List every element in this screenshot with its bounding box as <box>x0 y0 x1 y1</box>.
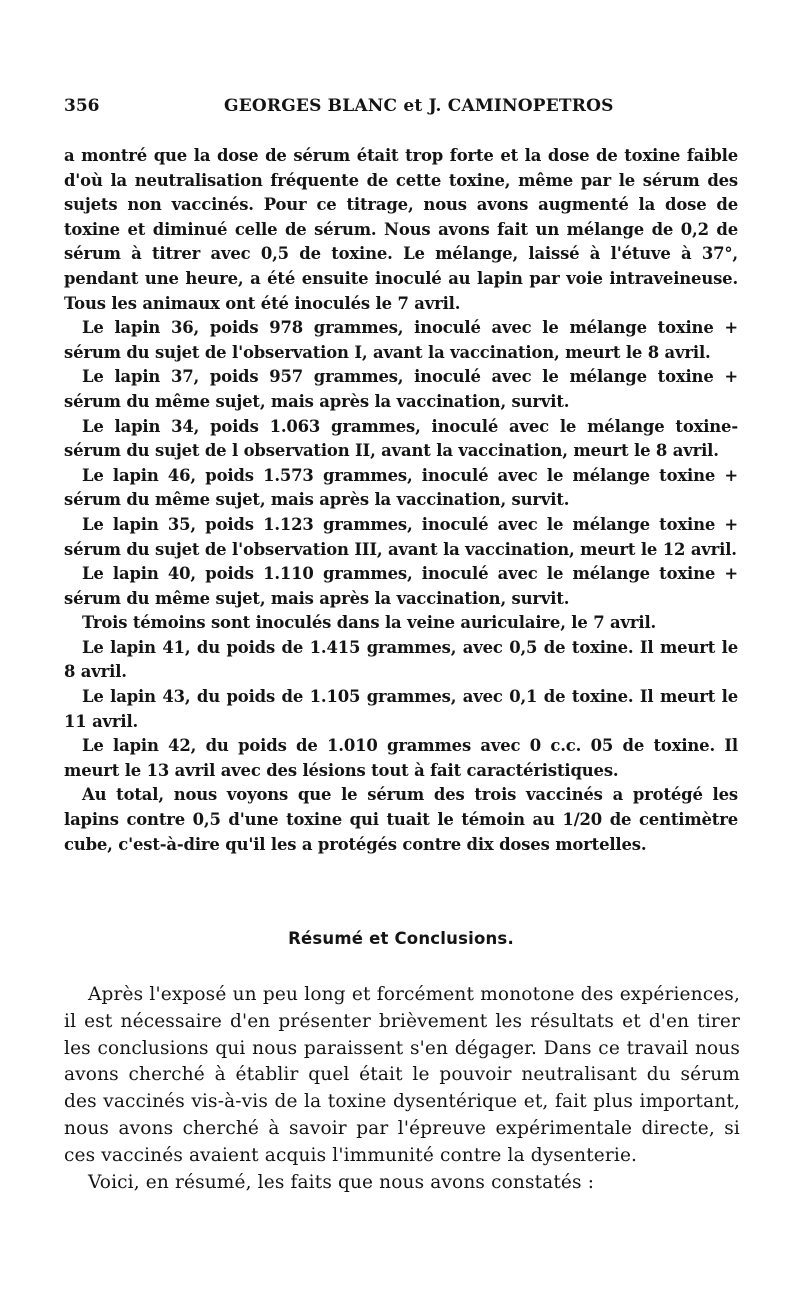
paragraph: Le lapin 35, poids 1.123 grammes, inoculé avec le mélange toxine + sérum du sujet de l'observation III, avant la vaccination, meurt le 12 avril. <box>64 514 738 559</box>
section-title: Résumé et Conclusions. <box>288 929 514 948</box>
page-header <box>64 96 740 120</box>
page-number: 356 <box>64 96 100 116</box>
body-text <box>64 144 738 857</box>
paragraph: Le lapin 43, du poids de 1.105 grammes, avec 0,1 de toxine. Il meurt le 11 avril. <box>64 687 738 731</box>
paragraph: Après l'exposé un peu long et forcément monotone des expériences, il est nécessaire d'en présenter brièvement les résultats et d'en tirer les conclusions qui nous paraissent s'en dégager. Dans ce travail nous avons cherché à établir quel était le pouvoir neutralisant du sérum des vaccinés vis-à-vis de la toxine dysentérique et, fait plus important, nous avons cherché à savoir par l'épreuve expérimentale directe, si ces vaccinés avaient acquis l'immunité contre la dysenterie. <box>64 984 740 1166</box>
paragraph: Trois témoins sont inoculés dans la veine auriculaire, le 7 avril. <box>82 613 657 633</box>
paragraph: Le lapin 40, poids 1.110 grammes, inoculé avec le mélange toxine + sérum du même sujet, mais après la vaccination, survit. <box>64 564 738 608</box>
running-head: GEORGES BLANC et J. CAMINOPETROS <box>224 96 614 116</box>
paragraph: Le lapin 34, poids 1.063 grammes, inoculé avec le mélange toxine-sérum du sujet de l observation II, avant la vaccination, meurt le 8 avril. <box>64 416 738 461</box>
paragraph: Le lapin 42, du poids de 1.010 grammes avec 0 c.c. 05 de toxine. Il meurt le 13 avril avec des lésions tout à fait caractéristiques. <box>64 736 738 780</box>
conclusions-text <box>64 982 740 1196</box>
paragraph: Le lapin 41, du poids de 1.415 grammes, avec 0,5 de toxine. Il meurt le 8 avril. <box>64 637 738 682</box>
paragraph: Le lapin 37, poids 957 grammes, inoculé avec le mélange toxine + sérum du même sujet, mais après la vaccination, survit. <box>64 367 738 411</box>
paragraph: Le lapin 46, poids 1.573 grammes, inoculé avec le mélange toxine + sérum du même sujet, mais après la vaccination, survit. <box>64 465 738 510</box>
paragraph: Le lapin 36, poids 978 grammes, inoculé avec le mélange toxine + sérum du sujet de l'observation I, avant la vaccination, meurt le 8 avril. <box>64 318 738 362</box>
paragraph: Voici, en résumé, les faits que nous avons constatés : <box>88 1171 595 1193</box>
paragraph: a montré que la dose de sérum était trop forte et la dose de toxine faible d'où la neutralisation fréquente de cette toxine, même par le sérum des sujets non vaccinés. Pour ce titrage, nous avons augmenté la dose de toxine et diminué celle de sérum. Nous avons fait un mélange de 0,2 de sérum à titrer avec 0,5 de toxine. Le mélange, laissé à l'étuve à 37°, pendant une heure, a été ensuite inoculé au lapin par voie intraveineuse. Tous les animaux ont été inoculés le 7 avril. <box>64 146 738 313</box>
paragraph: Au total, nous voyons que le sérum des trois vaccinés a protégé les lapins contre 0,5 d'une toxine qui tuait le témoin au 1/20 de centimètre cube, c'est-à-dire qu'il les a protégés contre dix doses mortelles. <box>64 785 738 854</box>
